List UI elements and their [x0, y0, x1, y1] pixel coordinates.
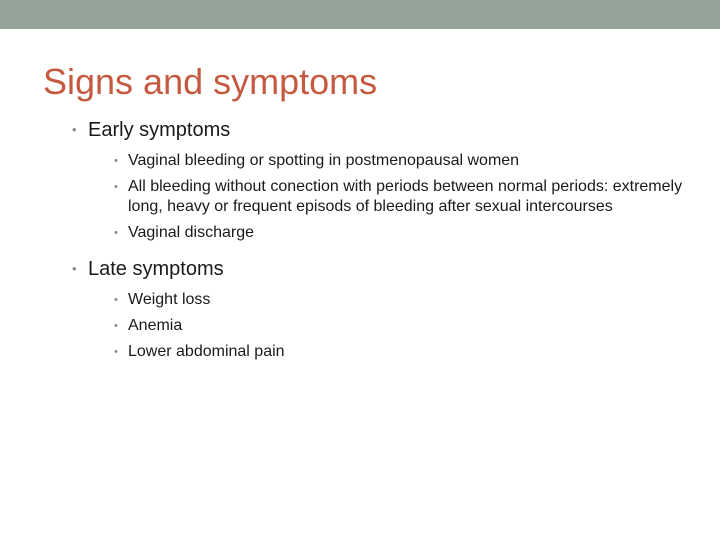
- top-accent-bar: [0, 0, 720, 29]
- bullet-icon: •: [114, 346, 118, 358]
- list-item: [114, 151, 692, 171]
- list-item: [114, 290, 692, 310]
- bullet-icon: •: [72, 122, 77, 137]
- bullet-icon: •: [114, 227, 118, 239]
- section-heading-late: [72, 256, 692, 282]
- section-heading-label: Late symptoms: [88, 258, 224, 280]
- bullet-icon: •: [114, 155, 118, 167]
- bullet-icon: •: [114, 181, 118, 193]
- list-item: [114, 177, 692, 217]
- list-item-text: Vaginal bleeding or spotting in postmenopausal women: [128, 152, 520, 169]
- list-item: [114, 223, 692, 243]
- late-symptoms-list: [114, 290, 692, 362]
- bullet-icon: •: [114, 320, 118, 332]
- bullet-list: [72, 113, 692, 368]
- list-item-text: All bleeding without conection with periods between normal periods: extremely long, heavy or frequent episods of bleeding after sexual intercourses: [128, 178, 683, 215]
- list-item: [114, 342, 692, 362]
- list-item: [114, 316, 692, 336]
- slide-title: Signs and symptoms: [43, 61, 378, 102]
- list-item-text: Lower abdominal pain: [128, 343, 285, 360]
- bullet-icon: •: [72, 261, 77, 276]
- section-heading-early: [72, 117, 692, 143]
- section-heading-label: Early symptoms: [88, 119, 231, 141]
- list-item-text: Vaginal discharge: [128, 224, 255, 241]
- bullet-icon: •: [114, 294, 118, 306]
- list-item-text: Weight loss: [128, 291, 211, 308]
- list-item-text: Anemia: [128, 317, 183, 334]
- early-symptoms-list: [114, 151, 692, 243]
